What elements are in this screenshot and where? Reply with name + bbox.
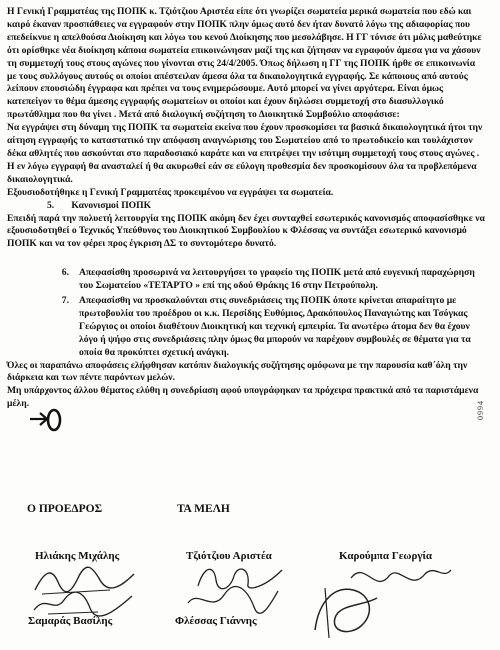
paragraph-regulations: Επειδή παρά την πολυετή λειτουργία της ΠΟΠΚ ακόμη δεν έχει συνταχθεί εσωτερικός κανονισμός αποφασίσθηκε να εξουσιοδοτηθεί ο Τεχνικός Υπεύθυνος του Διοικητικού Συμβουλίου κ Φλέσσας να συντάξει εσωτερικό κανονισμό ΠΟΠΚ και να τον φέρει προς έγκριση ΔΣ το συντομότερο δυνατό. [7, 212, 485, 250]
margin-handwritten-number: 0994 [476, 400, 485, 420]
president-label: Ο ΠΡΟΕΔΡΟΣ [27, 503, 103, 515]
members-label: ΤΑ ΜΕΛΗ [177, 503, 230, 515]
signer-member2-name: Καρούμπα Γεωργία [339, 550, 433, 562]
signer-member4-name: Φλέσσας Γιάννης [175, 615, 257, 627]
item-7 [7, 295, 485, 360]
paragraph-gs-report: Η Γενική Γραμματέας της ΠΟΠΚ κ. Τζιότζιου Αριστέα είπε ότι γνωρίζει σωματεία μερικά σωματεία που εδώ και καιρό έκαναν προσπάθειες να εγγραφούν στην ΠΟΠΚ πλην όμως αυτό δεν ήταν δυνατό λόγω της αδιαφορίας που επεδείκνυε η απελθούσα Διοίκηση και λόγω του κενού Διοίκησης που μεσολάβησε. Η ΓΓ τόνισε ότι μόλις μαθεύτηκε ότι ορίσθηκε νέα διοίκηση κάποια σωματεία επικοινώνησαν μαζί της και ζήτησαν να εγραφούν άμεσα για να χάσουν τη συμμετοχή τους στους αγώνες που γίνονται στις 24/4/2005. Όπως δήλωση η ΓΓ της ΠΟΠΚ ήρθε σε επικοινωνία με τους συλλόγους αυτούς οι οποίοι απέστειλαν άμεσα όλα τα δικαιολογητικά εγγραφής. Σε κάποιους από αυτούς λείπουν επουσιώδη έγγραφα και πρέπει να τους ενημερώσουμε. Αυτό μπορεί να γίνει αργότερα. Είναι όμως κατεπείγον το θέμα άμεσης εγγραφής σωματείων οι οποίοι και έχουν δηλώσει συμμετοχή στο διασυλλογικό πρωτάθλημα που θα γίνει . Μετά από διαλογική συζήτηση το Διοικητικό Συμβούλιο αποφάσισε: [7, 6, 482, 121]
item-6-number: 6. [61, 267, 69, 279]
item-7-number: 7. [61, 295, 69, 307]
item-6-text: Απεφασίσθη προσωρινά να λειτουργήσει το γραφείο της ΠΟΠΚ μετά από ευγενική παραχώρηση του Σωματείου «ΤΕΤΑΡΤΟ » επί της οδού Θράκης 16 στην Πετρούπολη. [79, 267, 475, 292]
signature-member4 [182, 585, 282, 615]
section-5-number: 5. [47, 199, 55, 211]
handwritten-circle-mark [26, 405, 62, 435]
section-5-title: Κανονισμοί ΠΟΠΚ [71, 199, 152, 211]
signer-member1-name: Τζιότζιου Αριστέα [186, 550, 272, 562]
paragraph-decision-registration: Να εγγράψει στη δύναμη της ΠΟΠΚ τα σωματεία εκείνα που έχουν προσκομίσει τα βασικά δικαιολογητικά ήτοι την αίτηση εγγραφής το καταστατικό την απόφαση αναγνώρισης του Σωματείου από το πρωτοδικείο και τουλάχιστον δέκα αθλητές που ασκούνται στο παραδοσιακό καράτε και να επιτρέψει την ισότιμη συμμετοχή τους στους αγώνες . Η εν λόγω εγγραφή θα ανασταλεί ή θα ακυρωθεί εάν σε εύλογη προθεσμία δεν προσκομίσουν όλα τα προβλεπόμενα δικαιολογητικά. [7, 122, 483, 185]
minutes-body [7, 6, 485, 411]
section-5-heading [7, 200, 485, 213]
paragraph-authorization: Εξουσιοδοτήθηκε η Γενική Γραμματέας προκειμένου να εγγράψει τα σωματεία. [7, 186, 334, 198]
item-7-text: Απεφασίσθη να προσκαλούνται στις συνεδριάσεις της ΠΟΠΚ όποτε κρίνεται απαραίτητο με πρωτοβουλία του προέδρου οι κ.κ. Περσίδης Ευθύμιος, Δρακόπουλος Παναγιώτης και Τσόγκας Γεώργιος οι οποίοι διαθέτουν Διοικητική και τεχνική εμπειρία. Τα ανωτέρω άτομα δεν θα έχουν λόγο ή ψήφο στις συνεδριάσεις πλην όμως θα μπορούν να παρέχουν συμβουλές σε θέματα για τα οποία θα προκύπτει σχετική ανάγκη. [79, 295, 471, 358]
signature-member3 [28, 588, 138, 618]
paragraph-unanimous: Όλες οι παραπάνω αποφάσεις ελήφθησαν κατόπιν διαλογικής συζήτησης ομόφωνα με την παρουσία καθ΄όλη την διάρκεια και των πέντε παρόντων μελών. [7, 359, 468, 384]
signature-large-scribble [305, 580, 385, 642]
paragraph-closing: Μη υπάρχοντος άλλου θέματος ελύθη η συνεδρίαση αφού υπογράφηκαν τα πρόχειρα πρακτικά από τα παριστάμενα μέλη. [7, 385, 479, 410]
signer-member3-name: Σαμαράς Βασίλης [28, 615, 113, 627]
signer-president-name: Ηλιάκης Μιχάλης [35, 550, 120, 562]
item-6 [7, 267, 485, 293]
